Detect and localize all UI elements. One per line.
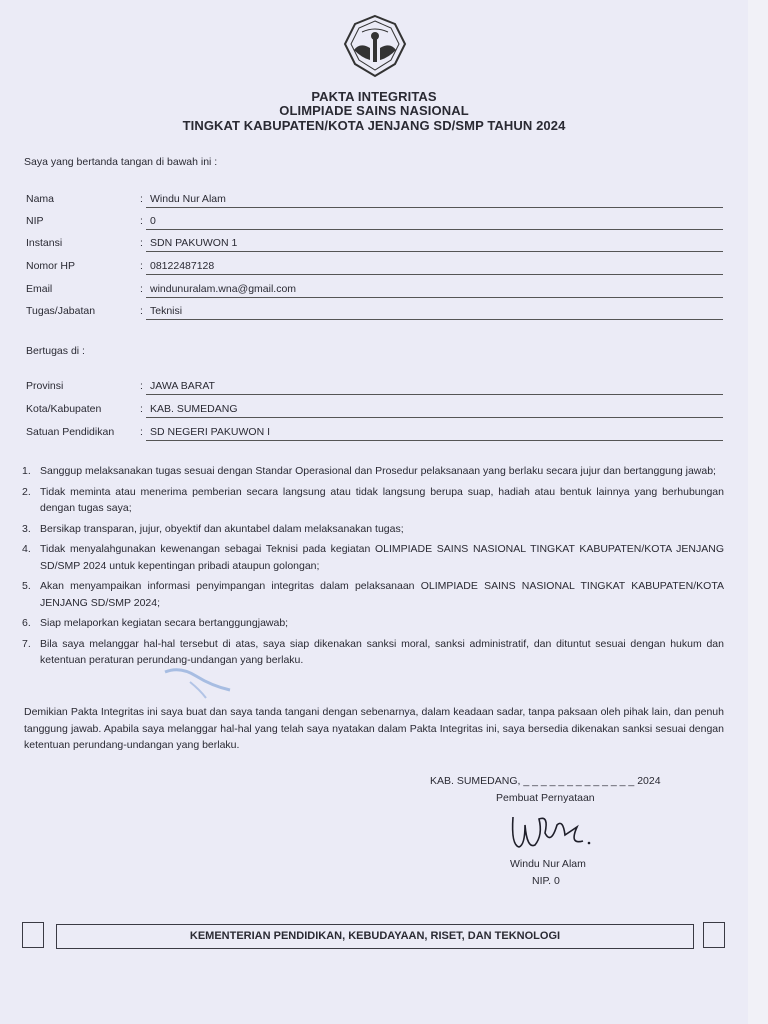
doc-title: PAKTA INTEGRITAS [311,89,437,104]
corner-box-left [22,922,44,948]
corner-box-right [703,922,725,948]
field-row-nomor-hp [26,260,723,276]
statement-text: Akan menyampaikan informasi penyimpangan integritas dalam pelaksanaan OLIMPIADE SAINS NASIONAL TINGKAT KABUPATEN/KOTA JENJANG SD/SMP 2024; [40,580,724,609]
field-value: Windu Nur Alam [150,193,226,205]
duty-heading: Bertugas di : [26,345,85,357]
statement-item [22,463,724,480]
statement-item [22,578,724,611]
statement-number: 3. [22,522,31,535]
field-value: 0 [150,215,156,227]
field-row-kota-kabupaten [26,403,723,419]
statement-item [22,484,724,517]
signer-name: Windu Nur Alam [510,858,586,870]
field-colon: : [140,283,143,295]
field-value: windunuralam.wna@gmail.com [150,283,297,295]
statement-number: 4. [22,543,31,555]
statement-text: Tidak menyalahgunakan kewenangan sebagai Teknisi pada kegiatan OLIMPIADE SAINS NASIONAL TINGKAT KABUPATEN/KOTA JENJANG SD/SMP 2024 untuk kepentingan pribadi ataupun golongan; [40,543,724,572]
page-edge [748,0,768,1024]
field-colon: : [140,215,143,227]
field-underline [146,229,723,230]
statement-text: Tidak meminta atau menerima pemberian secara langsung atau tidak langsung berupa suap, hadiah atau bentuk lainnya yang berhubungan dengan tugas saya; [40,485,724,514]
footer-text: KEMENTERIAN PENDIDIKAN, KEBUDAYAAN, RISET, DAN TEKNOLOGI [189,930,561,942]
field-row-provinsi [26,380,723,396]
statement-item [22,521,724,538]
field-colon: : [140,305,143,317]
tut-wuri-handayani-logo [340,14,410,82]
field-underline [146,417,723,418]
field-value: KAB. SUMEDANG [150,403,238,415]
field-label: Instansi [26,237,63,249]
closing-paragraph: Demikian Pakta Integritas ini saya buat dan saya tanda tangani dengan sebenarnya, dalam keadaan sadar, tanpa paksaan oleh pihak lain, dan penuh tanggung jawab. Apabila saya melanggar hal-hal yang telah saya nyatakan dalam Pakta Integritas ini, saya bersedia dikenakan sanksi sesuai dengan ketentuan perundang-undangan yang berlaku. [24,706,724,751]
field-label: Provinsi [26,380,64,392]
field-underline [146,394,723,395]
doc-subtitle-level: TINGKAT KABUPATEN/KOTA JENJANG SD/SMP TAHUN 2024 [182,118,566,133]
field-colon: : [140,380,143,392]
field-row-email [26,283,723,299]
statement-list [22,463,724,673]
field-value: Teknisi [150,305,183,317]
field-colon: : [140,193,143,205]
field-label: Nomor HP [26,260,76,272]
field-label: Nama [26,193,55,205]
statement-number: 7. [22,637,31,650]
field-underline [146,319,723,320]
statement-text: Sanggup melaksanakan tugas sesuai dengan Standar Operasional dan Prosedur pelaksanaan yang berlaku secara jujur dan bertanggung jawab; [40,465,716,477]
statement-item [22,615,724,632]
field-label: NIP [26,215,44,227]
field-colon: : [140,237,143,249]
field-colon: : [140,403,143,415]
field-underline [146,274,723,275]
doc-subtitle: OLIMPIADE SAINS NASIONAL [279,103,469,118]
ink-smudge [160,660,240,700]
field-label: Satuan Pendidikan [26,426,115,438]
field-row-tugas-jabatan [26,305,723,321]
signer-role: Pembuat Pernyataan [496,792,595,804]
field-value: SDN PAKUWON 1 [150,237,238,249]
field-label: Kota/Kabupaten [26,403,102,415]
handwritten-signature [505,805,595,860]
field-underline [146,207,723,208]
field-underline [146,297,723,298]
footer-banner [56,924,694,949]
statement-text: Bila saya melanggar hal-hal tersebut di atas, saya siap dikenakan sanksi moral, sanksi administratif, dan dituntut sesuai dengan hukum dan ketentuan peraturan perundang-undangan yang berlaku. [40,637,724,666]
field-colon: : [140,426,143,438]
statement-text: Siap melaporkan kegiatan secara bertanggungjawab; [40,617,289,629]
field-underline [146,251,723,252]
place-date: KAB. SUMEDANG, _ _ _ _ _ _ _ _ _ _ _ _ _ 2024 [430,775,661,787]
field-row-instansi [26,237,723,253]
statement-number: 1. [22,465,31,477]
signer-nip: NIP. 0 [532,875,560,887]
field-label: Email [26,283,53,295]
field-row-nama [26,193,723,209]
intro-text: Saya yang bertanda tangan di bawah ini : [24,156,218,168]
statement-number: 5. [22,580,31,592]
field-colon: : [140,260,143,272]
statement-number: 6. [22,617,31,629]
field-row-nip [26,215,723,231]
statement-item [22,541,724,574]
statement-text: Bersikap transparan, jujur, obyektif dan akuntabel dalam melaksanakan tugas; [40,522,404,535]
field-value: JAWA BARAT [150,380,215,392]
statement-item [22,636,724,669]
statement-number: 2. [22,485,31,498]
field-row-satuan-pendidikan [26,426,723,442]
field-label: Tugas/Jabatan [26,305,96,317]
field-value: SD NEGERI PAKUWON I [150,426,270,438]
field-value: 08122487128 [150,260,215,272]
field-underline [146,440,723,441]
